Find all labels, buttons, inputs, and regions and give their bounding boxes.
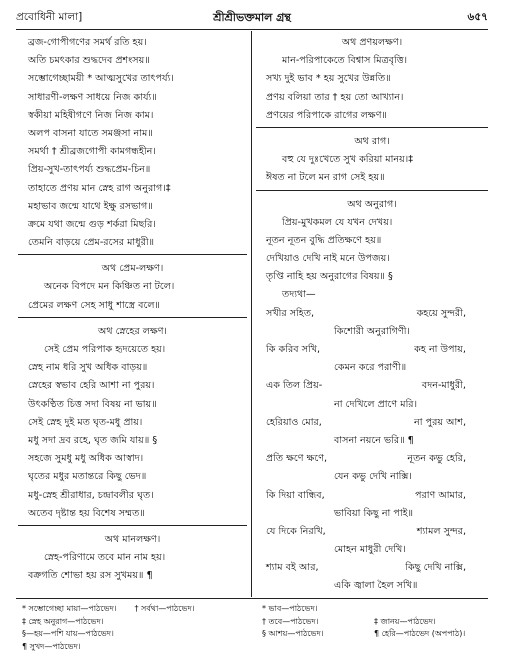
verse-line: মধু সদা দ্রব রহে, ঘৃত জমি যায়॥ § — [28, 434, 158, 446]
verse-line: অতি চমৎকার শুদ্ধদেব প্রশংসয়॥ — [28, 55, 150, 67]
section-heading: অথ স্নেহের লক্ষণ। — [98, 325, 167, 337]
footnote: † সর্বথা—পাঠভেদ। — [134, 604, 195, 613]
verse-line: কিশোরী অনুরাগিণী। — [334, 325, 410, 337]
section-heading: অথ অনুরাগ। — [347, 198, 397, 210]
verse-line: প্রণয়ের পরিপাকে রাগের লক্ষণ॥ — [266, 109, 387, 121]
footnote: §—হয়—পশি যায়—পাঠভেদ। — [22, 629, 114, 638]
verse-part: কি করিব সখি, — [266, 344, 321, 355]
verse-part: কি দিয়া বান্ধিব, — [266, 489, 325, 501]
section-heading: অথ প্রেম-লক্ষণ। — [101, 263, 164, 275]
column-divider — [251, 31, 252, 597]
verse-line: মহাভাব জন্মে যাথে ইক্ষু রসভাগ॥ — [28, 200, 153, 212]
page-number: ৬৫৭ — [467, 11, 488, 23]
verse-part: এক তিল প্রিয়- — [266, 380, 323, 392]
footnote — [135, 616, 248, 629]
verse-line — [256, 523, 488, 541]
verse-line: না দেখিলে প্রাণে মরি। — [334, 398, 418, 410]
verse-part: বদন-মাধুরী, — [421, 380, 466, 392]
verse-part: পরাণ আমার, — [414, 489, 466, 501]
verse-line — [256, 377, 488, 395]
verse-line: অলপ বাসনা যাতে সমঞ্জসা নাম॥ — [28, 127, 153, 139]
footnote: * সম্ভোগেচ্ছা মায়া—পাঠভেদ। — [22, 604, 117, 613]
verse-line: সেই প্রেম পরিপাক হৃদয়েতে হয়। — [44, 344, 166, 355]
footnote: ¶ সুখদ—পাঠভেদ। — [22, 641, 81, 651]
footnote-row — [22, 616, 247, 629]
footnote: ‡ স্নেহ অনুরাগ—পাঠভেদ। — [22, 616, 104, 626]
verse-line: স্নেহ-পরিণামে তবে মান নাম হয়। — [44, 552, 166, 564]
footnote — [135, 641, 248, 654]
verse-line: মোহন মাধুরী দেখি। — [334, 544, 406, 556]
verse-part: শ্যামল সুন্দর, — [416, 525, 466, 537]
footnote: * ভাব—পাঠভেদ। — [262, 604, 318, 613]
verse-line: একি জ্বালা হৈল সখি॥ — [334, 580, 418, 592]
verse-line: উৎকণ্ঠিত চিত্ত সদা বিষয় না ভায়॥ — [28, 398, 157, 410]
verse-part: কিছু দেখি নাক্সি, — [405, 562, 466, 574]
verse-line: প্রিয়-সুখ-তাৎপর্য্য শুদ্ধপ্রেম-চিন॥ — [28, 164, 151, 176]
verse-line: বাসনা নয়নে ভরি॥ ¶ — [334, 434, 414, 446]
verse-line: তাহাতে প্রণয় মান স্নেহ রাগ অনুরাগ।‡ — [28, 182, 171, 194]
verse-line: বহু যে দুঃখেতে সুখ করিয়া মানয়।‡ — [282, 154, 414, 166]
footnotes-right — [262, 603, 486, 641]
footnote-row — [22, 641, 247, 654]
footnote-row — [22, 628, 247, 641]
header-series: প্রবোধিনী মালা] — [16, 11, 83, 23]
page-header — [16, 6, 488, 28]
verse-line — [256, 450, 488, 468]
verse-line: যেন কভু দেখি নাক্সি। — [334, 471, 412, 483]
footnote-row — [262, 616, 486, 629]
verse-part: প্রতি ক্ষণে ক্ষণে, — [266, 453, 328, 465]
verse-part: যে দিকে নিরখি, — [266, 525, 326, 537]
verse-line: অতেব দৃষ্টান্ত হয় বিশেষ সম্মত॥ — [28, 507, 145, 519]
footnote-row — [262, 628, 486, 641]
verse-line: মান-পরিপাকেতে বিশ্বাস মিত্রবৃত্তি। — [282, 55, 408, 67]
verse-line: তদ্যথা— — [282, 289, 316, 301]
left-column — [18, 34, 247, 585]
footnote — [374, 603, 486, 616]
verse-line: সম্ভোগেচ্ছাময়ী * আত্মসুখের তাৎপর্য্য। — [28, 73, 174, 85]
right-column — [256, 34, 488, 596]
verse-line: সাধারণী-লক্ষণ সাধয়ে নিজ কার্য্য॥ — [28, 91, 157, 103]
verse-line: প্রিয়-মুখকমল যে যখন দেখয়। — [282, 216, 393, 228]
footnote — [135, 628, 248, 641]
verse-line: সখ্য দুই ভাব * হয় সুখের উন্নতি॥ — [266, 73, 391, 85]
verse-line — [256, 487, 488, 505]
footnote-rule — [16, 598, 488, 599]
footnote: † তবে—পাঠভেদ। — [262, 616, 319, 626]
verse-line: বক্রগতি শোভা হয় রস সুখময়॥ ¶ — [28, 570, 153, 582]
section-heading: অথ প্রণয়লক্ষণ। — [341, 37, 403, 48]
verse-line: ঈষত না টলে মন রাগ সেই হয়॥ — [266, 172, 385, 184]
verse-line: অনেক বিপদে মন কিঞ্চিত না টলে। — [44, 281, 175, 293]
section-heading: অথ রাগ। — [354, 135, 390, 147]
verse-line: সহজে সুমধু মধু অধিক আস্বাদ। — [28, 453, 144, 465]
verse-part: হেরিয়াও মোর, — [266, 416, 322, 428]
verse-part: নূতন কভু হেরি, — [407, 453, 466, 465]
footnote-row — [262, 603, 486, 616]
section-heading: অথ মানলক্ষণ। — [104, 533, 161, 545]
verse-part: কহ না উপায়, — [414, 344, 466, 355]
verse-line: মধু-স্নেহ শ্রীরাধার, চন্দ্রাবলীর ঘৃত। — [28, 489, 154, 501]
verse-line: সমর্থা † শ্রীব্রজগোপী কামগন্ধহীন। — [28, 146, 156, 158]
verse-line: তেমনি বাড়য়ে প্রেম-রসের মাধুরী॥ — [28, 237, 155, 249]
footnotes-left — [22, 603, 247, 653]
verse-line: তৃপ্তি নাহি হয় অনুরাগের বিষয়॥ § — [266, 271, 393, 283]
footnote: § আশয়—পাঠভেদ। — [262, 629, 324, 638]
verse-line — [256, 559, 488, 577]
verse-line: নূতন নূতন বুদ্ধি প্রতিক্ষণে হয়॥ — [266, 234, 382, 246]
verse-part: শ্যাম বই আর, — [266, 562, 319, 574]
verse-line — [256, 414, 488, 432]
verse-line: সেই স্নেহ দুই মত ঘৃত-মধু প্রায়। — [28, 416, 143, 428]
verse-line: ঘৃতের মধুর মতান্তরে কিছু ভেদ॥ — [28, 471, 147, 483]
verse-line: কেমন করে পরাণী॥ — [334, 362, 407, 374]
verse-part: কহয়ে সুন্দরী, — [416, 307, 466, 319]
verse-line: প্রেমের লক্ষণ সেহ সাধু শাস্ত্রে বলে॥ — [28, 299, 160, 311]
header-rule — [16, 29, 488, 30]
verse-line: স্নেহ নাম ধরি সুখ অধিক বাড়য়॥ — [28, 362, 148, 374]
verse-part: সখীর সহিত, — [266, 307, 315, 319]
verse-line: দেখিয়াও দেখি নাই মনে উপজয়। — [266, 253, 390, 265]
verse-line — [256, 341, 488, 359]
verse-line: ক্রমে যথা জন্মে গুড় শর্করা মিছরি। — [28, 218, 156, 230]
footnote: ‡ জানয়—পাঠভেদ। — [374, 616, 436, 626]
verse-part: না পুরয় আশ, — [414, 416, 466, 428]
footnote: ¶ হেরি—পাঠভেদ (অপপাঠ)। — [374, 629, 466, 638]
verse-line: স্বকীয়া মহিষীগণে নিজ নিজ কাম। — [28, 109, 154, 121]
header-book-title: শ্রীশ্রীভক্তমাল গ্রন্থ — [213, 11, 291, 24]
verse-line: ব্রজ-গোপীগণের সমর্থ রতি হয়। — [28, 37, 147, 48]
verse-line — [256, 305, 488, 323]
verse-line: স্নেহের স্বভাব হেরি আশা না পুরয়। — [28, 380, 155, 392]
verse-line: ভাবিয়া কিছু না পাই॥ — [334, 507, 414, 519]
verse-line: প্রণয় বলিয়া তার † হয় তো আখ্যান। — [266, 91, 404, 103]
footnote-row — [22, 603, 247, 616]
